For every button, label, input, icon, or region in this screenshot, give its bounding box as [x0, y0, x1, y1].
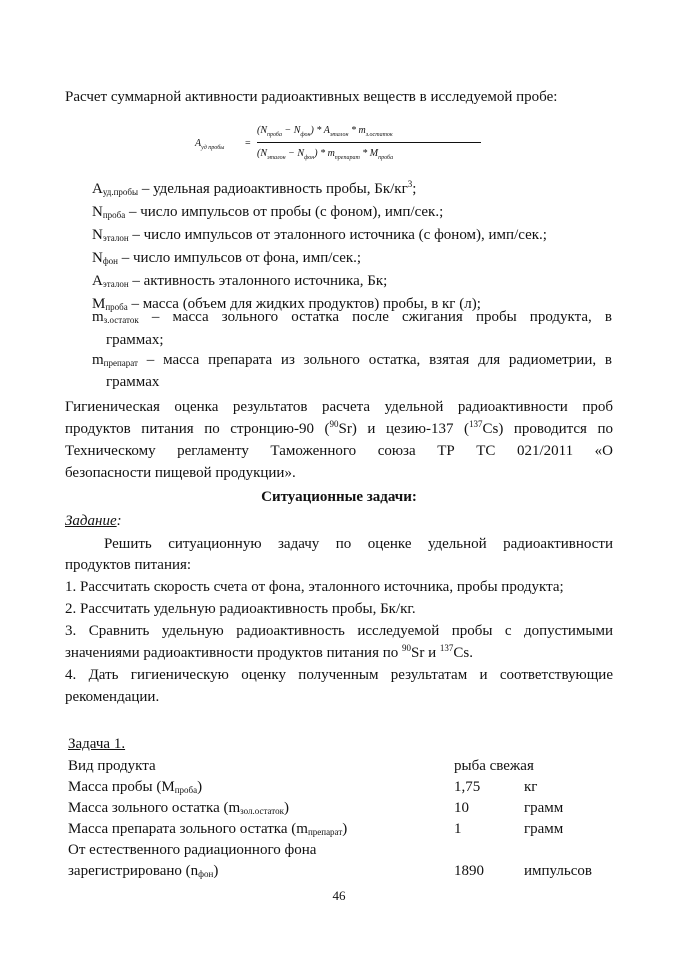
task-item-1: 1. Рассчитать скорость счета от фона, эталонного источника, пробы продукта;: [65, 579, 564, 595]
task-item-4a: 4. Дать гигиеническую оценку полученным результатам и соответствующие: [65, 667, 613, 683]
legend-item-a-etalon: $A_{эталон}$ – активность эталонного источника, Бк;: [92, 273, 388, 289]
formula-denominator: $(N_{эталон} - N_{фон}) * m_{препарат} * M_{проба}$: [257, 148, 394, 161]
task-label: Задание:: [65, 513, 122, 529]
problem-row: Масса зольного остатка $(m_{зол.остаток})$ 10 грамм: [68, 800, 564, 816]
intro-line: Расчет суммарной активности радиоактивных веществ в исследуемой пробе:: [65, 89, 558, 105]
formula-numerator: $(N_{проба} - N_{фон}) * A_{эталон} * m_{з.остаток}$: [257, 125, 393, 138]
legend-item-m-zol-cont: граммах;: [106, 332, 164, 348]
activity-formula: [195, 122, 495, 168]
problem-row: Масса препарата зольного остатка $(m_{препарат})$ 1 грамм: [68, 821, 564, 837]
formula-equals: =: [245, 138, 251, 149]
problem-row: зарегистрировано $(n_{фон})$ 1890 импульсов: [68, 863, 592, 879]
hygiene-line-3: Техническому регламенту Таможенного союза ТР ТС 021/2011 «О: [65, 443, 613, 459]
formula-fraction-bar: [257, 142, 481, 143]
formula-lhs: $A_{уд пробы}$: [195, 138, 225, 151]
legend-item-n-etalon: $N_{эталон}$ – число импульсов от эталонного источника (с фоном), имп/сек.;: [92, 227, 547, 243]
hygiene-line-1: Гигиеническая оценка результатов расчета удельной радиоактивности проб: [65, 399, 613, 415]
task-item-3a: 3. Сравнить удельную радиоактивность исследуемой пробы с допустимыми: [65, 623, 613, 639]
task-line-2: продуктов питания:: [65, 557, 192, 573]
problem-row: Масса пробы $(М_{проба})$ 1,75 кг: [68, 779, 538, 795]
page-number: 46: [332, 888, 346, 903]
legend-item-m-proba: $M_{проба}$ – масса (объем для жидких продуктов) пробы, в кг (л);: [92, 296, 481, 312]
task-line-1: Решить ситуационную задачу по оценке удельной радиоактивности: [104, 536, 613, 552]
problem-row: От естественного радиационного фона: [68, 842, 317, 858]
formula-fraction: [257, 122, 497, 163]
legend-item-n-proba: $N_{проба}$ – число импульсов от пробы (с фоном), имп/сек.;: [92, 204, 444, 220]
legend-item-a-ud: $A_{уд.пробы}$ – удельная радиоактивность пробы, $Бк/кг^3$;: [92, 179, 417, 197]
section-title: Ситуационные задачи:: [261, 489, 417, 505]
legend-item-m-preparat-cont: граммах: [106, 374, 160, 390]
hygiene-line-4: безопасности пищевой продукции».: [65, 465, 296, 481]
task-item-4b: рекомендации.: [65, 689, 160, 705]
task-item-3b: значениями радиоактивности продуктов питания по $^{90}$Sr и $^{137}$Cs.: [65, 643, 473, 661]
hygiene-line-2: продуктов питания по стронцию-90 ($^{90}$Sr) и цезию-137 ($^{137}$Cs) проводится по: [65, 419, 613, 437]
legend-item-m-preparat: $m_{препарат}$ – масса препарата из зольного остатка, взятая для радиометрии, в: [92, 352, 612, 368]
legend-item-m-zol: $m_{з.остаток}$ – масса зольного остатка после сжигания пробы продукта, в: [92, 309, 612, 325]
problem-1-title: Задача 1.: [68, 736, 126, 752]
task-item-2: 2. Рассчитать удельную радиоактивность пробы, Бк/кг.: [65, 601, 416, 617]
problem-row: Вид продукта рыба свежая: [68, 758, 534, 774]
legend-item-n-fon: $N_{фон}$ – число импульсов от фона, имп/сек.;: [92, 250, 362, 266]
